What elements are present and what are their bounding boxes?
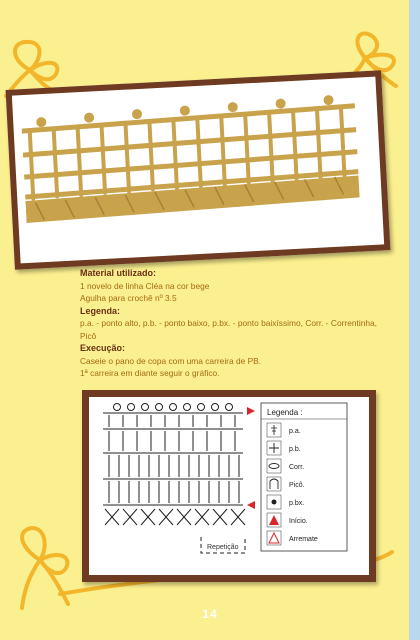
execution-heading: Execução: (80, 343, 126, 353)
material-heading: Material utilizado: (80, 268, 157, 278)
repeat-label: Repetição (207, 544, 239, 551)
legend-label-pbx: p.bx. (289, 500, 305, 507)
legend-label-pa: p.a. (289, 428, 301, 435)
legend-label-start: Início. (289, 518, 308, 525)
execution-line: 1ª carreira em diante seguir o gráfico. (80, 368, 220, 378)
side-strip (409, 0, 420, 640)
instructions (80, 267, 380, 380)
picot-row (114, 404, 233, 411)
legend-line: p.a. - ponto alto, p.b. - ponto baixo, p.bx. - ponto baixíssimo, Corr. - Correntinha, (80, 318, 378, 328)
legend-heading: Legenda: (80, 305, 121, 316)
pbx-symbol (272, 500, 277, 505)
execution-line: Caseie o pano de copa com uma carreira de PB. (80, 355, 262, 366)
crochet-edging-illustration (20, 86, 361, 241)
crochet-photo (6, 70, 391, 269)
end-arrow-marker (247, 407, 255, 415)
legend-label-pb: p.b. (289, 446, 301, 453)
legend-title: Legenda : (267, 408, 303, 417)
legend-label-pico: Picô. (289, 482, 305, 489)
legend-label-end: Arremate (289, 536, 318, 543)
start-arrow-marker (247, 501, 255, 509)
legend-line: Picô (80, 330, 97, 341)
page-number: 14 (202, 607, 218, 621)
crochet-diagram-canvas (89, 397, 355, 561)
diagram-legend (261, 403, 347, 551)
crochet-diagram (82, 390, 376, 582)
material-line: 1 novelo de linha Cléa na cor bege (80, 280, 210, 291)
legend-label-corr: Corr. (289, 464, 305, 471)
material-line: Agulha para crochê nº 3.5 (80, 293, 177, 303)
